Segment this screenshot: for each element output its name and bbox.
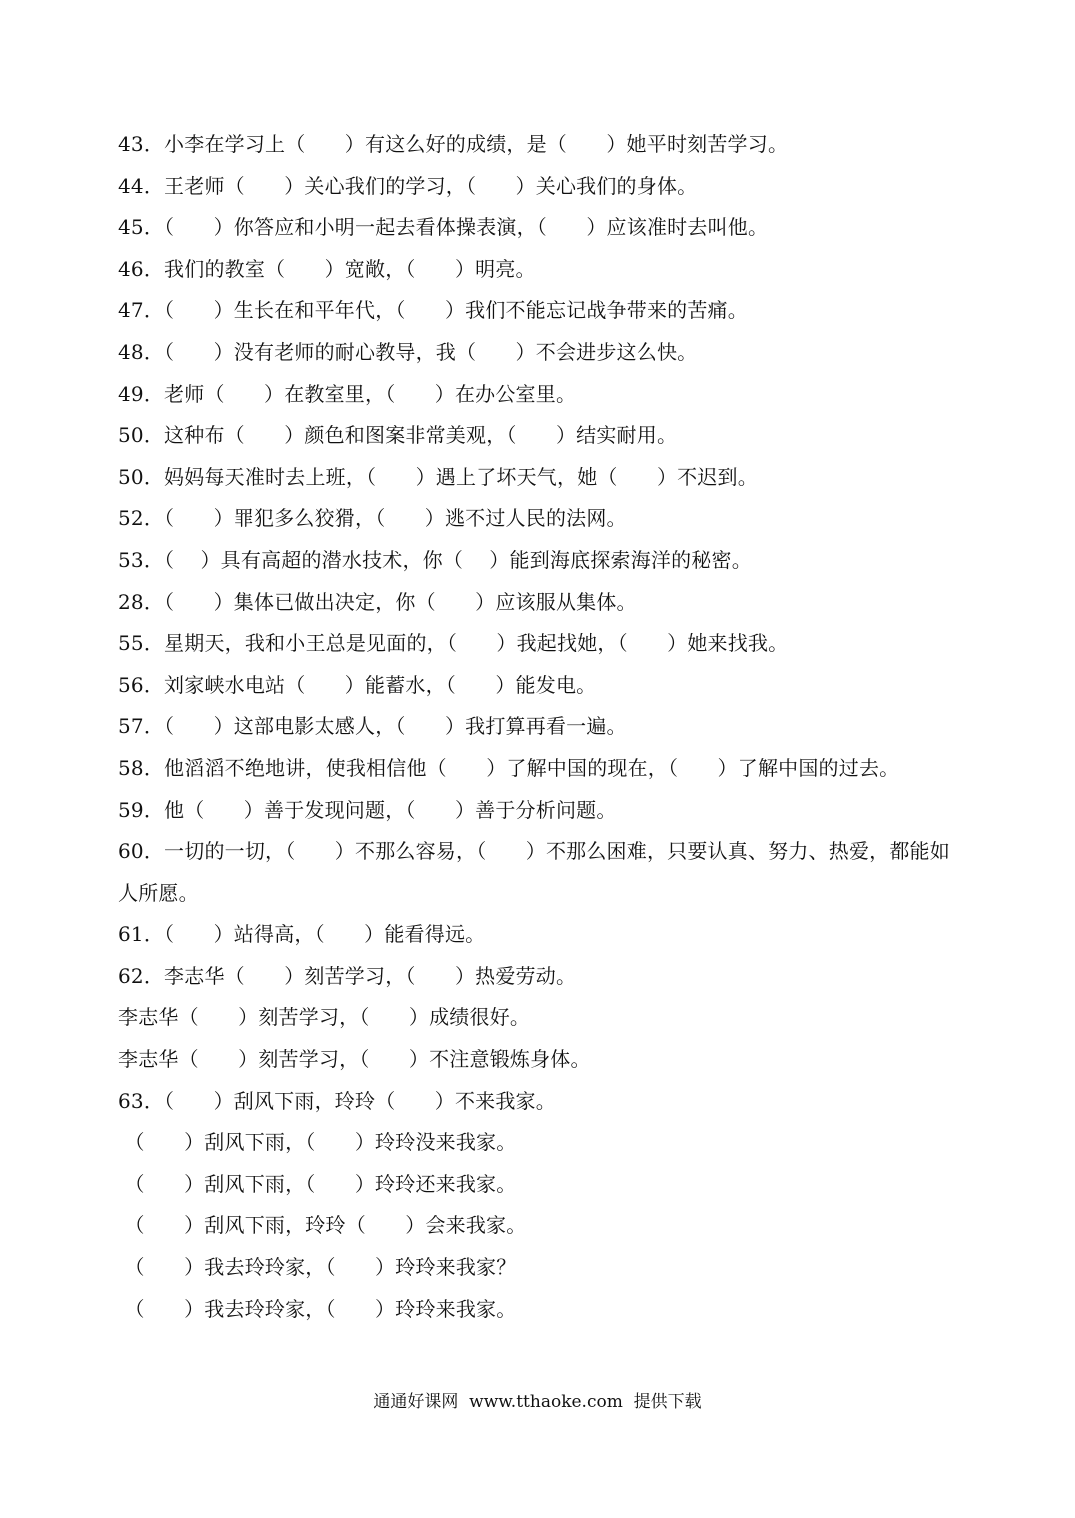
exercise-line-61: 61．（ ）站得高，（ ）能看得远。	[118, 922, 486, 947]
exercise-line-63-e: （ ）我去玲玲家，（ ）玲玲来我家？	[118, 1255, 517, 1280]
exercise-line-58: 58．他滔滔不绝地讲，使我相信他（ ）了解中国的现在，（ ）了解中国的过去。	[118, 755, 900, 780]
exercise-line-28: 28．（ ）集体已做出决定，你（ ）应该服从集体。	[118, 589, 637, 614]
exercise-line-53: 53．（ ）具有高超的潜水技术，你（ ）能到海底探索海洋的秘密。	[118, 547, 752, 572]
exercise-line-60: 60．一切的一切，（ ）不那么容易，（ ）不那么困难，只要认真、努力、热爱，都能如人所愿。	[118, 839, 950, 905]
exercise-line-63-b: （ ）刮风下雨，（ ）玲玲没来我家。	[118, 1130, 517, 1155]
exercise-line-62: 62．李志华（ ）刻苦学习，（ ）热爱劳动。	[118, 963, 577, 988]
exercise-line-56: 56．刘家峡水电站（ ）能蓄水，（ ）能发电。	[118, 672, 597, 697]
exercise-line-62-b: 李志华（ ）刻苦学习，（ ）成绩很好。	[118, 1005, 531, 1030]
exercise-line-55: 55．星期天，我和小王总是见面的，（ ）我起找她，（ ）她来找我。	[118, 631, 789, 656]
exercise-line-44: 44．王老师（ ）关心我们的学习，（ ）关心我们的身体。	[118, 173, 698, 198]
exercise-line-63-c: （ ）刮风下雨，（ ）玲玲还来我家。	[118, 1171, 517, 1196]
exercise-line-63-f: （ ）我去玲玲家，（ ）玲玲来我家。	[118, 1296, 517, 1321]
page-footer: 通通好课网 www.tthaoke.com 提供下载	[373, 1392, 702, 1412]
exercise-line-48: 48．（ ）没有老师的耐心教导，我（ ）不会进步这么快。	[118, 339, 698, 364]
exercise-line-57: 57．（ ）这部电影太感人，（ ）我打算再看一遍。	[118, 714, 627, 739]
exercise-line-46: 46．我们的教室（ ）宽敞，（ ）明亮。	[118, 256, 536, 281]
exercise-line-50b: 50．妈妈每天准时去上班，（ ）遇上了坏天气，她（ ）不迟到。	[118, 464, 758, 489]
worksheet-body	[118, 124, 968, 1330]
exercise-line-43: 43．小李在学习上（ ）有这么好的成绩，是（ ）她平时刻苦学习。	[118, 132, 789, 156]
exercise-line-63: 63．（ ）刮风下雨，玲玲（ ）不来我家。	[118, 1088, 556, 1113]
exercise-line-49: 49．老师（ ）在教室里，（ ）在办公室里。	[118, 381, 577, 406]
exercise-line-45: 45．（ ）你答应和小明一起去看体操表演，（ ）应该准时去叫他。	[118, 215, 769, 240]
exercise-line-63-d: （ ）刮风下雨，玲玲（ ）会来我家。	[118, 1213, 527, 1238]
exercise-line-50a: 50．这种布（ ）颜色和图案非常美观，（ ）结实耐用。	[118, 423, 678, 448]
exercise-line-47: 47．（ ）生长在和平年代，（ ）我们不能忘记战争带来的苦痛。	[118, 298, 748, 323]
exercise-line-52: 52．（ ）罪犯多么狡猾，（ ）逃不过人民的法网。	[118, 506, 627, 531]
exercise-line-59: 59．他（ ）善于发现问题，（ ）善于分析问题。	[118, 797, 617, 822]
exercise-line-62-c: 李志华（ ）刻苦学习，（ ）不注意锻炼身体。	[118, 1047, 591, 1072]
